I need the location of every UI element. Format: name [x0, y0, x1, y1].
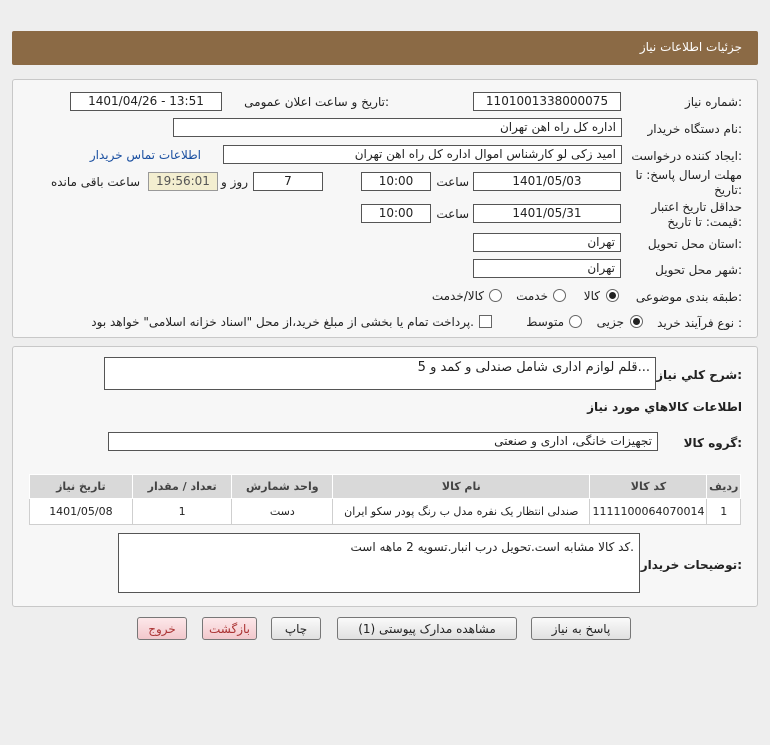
summary-field: 5 قلم لوازم اداری شامل صندلی و کمد و... [104, 357, 656, 390]
col-header-name: نام کالا [333, 475, 590, 499]
back-button[interactable]: بازگشت [202, 617, 257, 640]
province-label: استان محل تحویل: [647, 237, 742, 251]
remaining-time-label: ساعت باقی مانده [50, 175, 140, 189]
buyer-notes-label: توضیحات خریدار: [640, 558, 742, 572]
category-radio-service[interactable] [553, 289, 566, 302]
process-type-label: نوع فرآیند خرید : [657, 316, 742, 330]
col-header-row: ردیف [707, 475, 741, 499]
buyer-notes-field: کد کالا مشابه است.تحویل درب انبار.تسویه 2 ماهه است. [118, 533, 640, 593]
deadline-label-date: تاریخ: [714, 183, 742, 197]
cell-date: 1401/05/08 [30, 499, 133, 525]
announce-date-label: تاریخ و ساعت اعلان عمومی: [244, 95, 389, 109]
process-option-minor: جزیی [596, 315, 624, 329]
remaining-days-field: 7 [253, 172, 323, 191]
treasury-payment-checkbox[interactable] [479, 315, 492, 328]
page-header [12, 31, 758, 65]
need-number-field: 1101001338000075 [473, 92, 621, 111]
cell-code: 1111100064070014 [590, 499, 707, 525]
view-attachments-button[interactable]: مشاهده مدارک پیوستی (1) [337, 617, 517, 640]
validity-date-field: 1401/05/31 [473, 204, 621, 223]
col-header-date: تاریخ نیاز [30, 475, 133, 499]
goods-group-label: گروه کالا: [683, 436, 742, 450]
deadline-time-field: 10:00 [361, 172, 431, 191]
city-field: تهران [473, 259, 621, 278]
category-option-goods-service: کالا/خدمت [431, 289, 484, 303]
category-option-service: خدمت [516, 289, 548, 303]
need-number-label: شماره نیاز: [684, 95, 742, 109]
treasury-payment-note: پرداخت تمام یا بخشی از مبلغ خرید،از محل "اسناد خزانه اسلامی" خواهد بود. [91, 315, 474, 329]
goods-group-field: تجهیزات خانگی، اداری و صنعتی [108, 432, 658, 451]
deadline-label: مهلت ارسال پاسخ: تا [635, 168, 742, 182]
reply-to-need-button[interactable]: پاسخ به نیاز [531, 617, 631, 640]
goods-info-title: اطلاعات کالاهاي مورد نياز [587, 400, 742, 414]
buyer-org-label: نام دستگاه خریدار: [647, 122, 742, 136]
cell-unit: دست [232, 499, 333, 525]
buyer-org-field: اداره کل راه اهن تهران [173, 118, 622, 137]
province-field: تهران [473, 233, 621, 252]
validity-time-label: ساعت [436, 207, 469, 221]
remaining-time-field: 19:56:01 [148, 172, 218, 191]
print-button[interactable]: چاپ [271, 617, 321, 640]
deadline-date-field: 1401/05/03 [473, 172, 621, 191]
page-title: جزئیات اطلاعات نیاز [639, 40, 742, 54]
process-option-medium: متوسط [526, 315, 564, 329]
buyer-contact-link[interactable]: اطلاعات تماس خریدار [89, 148, 201, 162]
goods-table-header [30, 475, 741, 499]
cell-row: 1 [707, 499, 741, 525]
validity-label: حداقل تاریخ اعتبار [651, 200, 742, 214]
deadline-time-label: ساعت [436, 175, 469, 189]
process-radio-medium[interactable] [569, 315, 582, 328]
process-radio-minor[interactable] [630, 315, 643, 328]
cell-name: صندلی انتظار یک نفره مدل ب رنگ پودر سکو ایران [333, 499, 590, 525]
days-label: روز و [221, 175, 248, 189]
category-radio-goods[interactable] [606, 289, 619, 302]
category-option-goods: کالا [583, 289, 600, 303]
announce-date-field: 1401/04/26 - 13:51 [70, 92, 222, 111]
cell-qty: 1 [132, 499, 232, 525]
col-header-code: کد کالا [590, 475, 707, 499]
validity-time-field: 10:00 [361, 204, 431, 223]
category-label: طبقه بندی موضوعی: [635, 290, 742, 304]
exit-button[interactable]: خروج [137, 617, 187, 640]
city-label: شهر محل تحویل: [655, 263, 742, 277]
table-row [30, 499, 741, 525]
col-header-qty: تعداد / مقدار [132, 475, 232, 499]
creator-label: ایجاد کننده درخواست: [631, 149, 742, 163]
goods-table [29, 474, 741, 525]
col-header-unit: واحد شمارش [232, 475, 333, 499]
category-radio-goods-service[interactable] [489, 289, 502, 302]
validity-label-date: قیمت: تا تاریخ: [667, 215, 742, 229]
creator-field: امید زکی لو کارشناس اموال اداره کل راه اهن تهران [223, 145, 622, 164]
summary-label: شرح کلي نياز: [656, 368, 742, 382]
